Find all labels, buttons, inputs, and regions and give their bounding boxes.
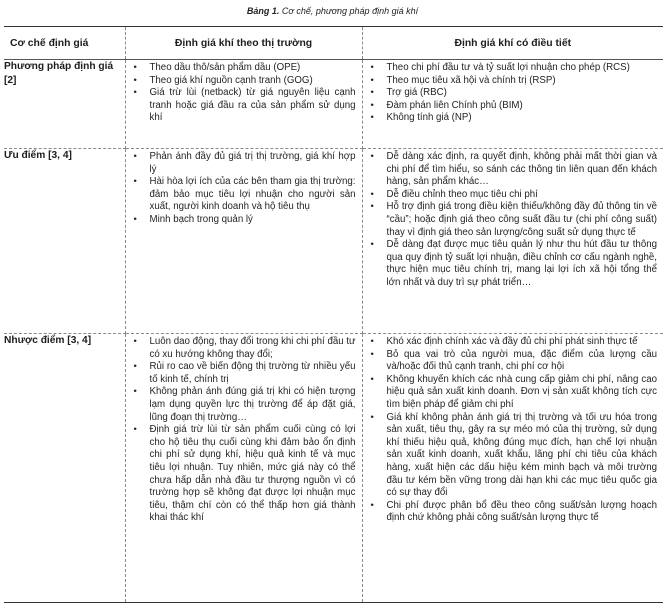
market-disadvantages-list (126, 334, 362, 527)
cell-regulated-methods (362, 60, 663, 149)
list-item: • Dễ dàng xác định, ra quyết định, không phải mất thời gian và chi phí để tìm hiểu, so sánh các thông tin liên quan đến khách hàng, sản phẩm khác… (363, 151, 658, 189)
regulated-methods-list (363, 60, 664, 127)
row-label-advantages: Ưu điểm [3, 4] (4, 149, 125, 334)
table-header-row (4, 27, 663, 60)
pricing-mechanism-table (4, 26, 663, 603)
list-item: • Không khuyến khích các nhà cung cấp giảm chi phí, nâng cao hiệu quả sản xuất kinh doanh. Đơn vị sản xuất không tích cực tìm biện pháp để giảm chi phí (363, 374, 658, 412)
row-label-methods: Phương pháp định giá [2] (4, 60, 125, 149)
list-item: • Không phản ánh đúng giá trị khi có hiện tượng lạm dụng quyền lực thị trường để áp đặt giá, lũng đoạn thị trường… (126, 386, 356, 424)
list-item: • Luôn dao động, thay đổi trong khi chi phí đầu tư có xu hướng không thay đổi; (126, 336, 356, 361)
list-item: • Hỗ trợ định giá trong điều kiện thiếu/không đầy đủ thông tin về “cầu”; hoặc định giá theo công suất đầu tư (chi phí công suất) thay vì định giá theo sản lượng/công suất sử dụng thực tế (363, 201, 658, 239)
cell-market-disadvantages (125, 334, 362, 603)
caption-number: Bảng 1. (246, 6, 280, 16)
row-label-disadvantages: Nhược điểm [3, 4] (4, 334, 125, 603)
list-item: • Theo giá khí nguồn cạnh tranh (GOG) (126, 75, 356, 88)
list-item: • Giá trừ lùi (netback) từ giá nguyên liệu cạnh tranh hoặc giá đầu ra của sản phẩm sử dụng khí (126, 87, 356, 125)
table-row-methods (4, 60, 663, 149)
list-item: • Theo dầu thô/sản phẩm dầu (OPE) (126, 62, 356, 75)
header-market-pricing: Định giá khí theo thị trường (125, 27, 362, 60)
cell-regulated-disadvantages (362, 334, 663, 603)
list-item: • Theo mục tiêu xã hội và chính trị (RSP) (363, 75, 658, 88)
list-item: • Chi phí được phân bổ đều theo công suất/sản lượng hoạch định chứ không phải công suất/sản lượng thực tế (363, 500, 658, 525)
cell-market-advantages (125, 149, 362, 334)
list-item: • Đàm phán liên Chính phủ (BIM) (363, 100, 658, 113)
regulated-disadvantages-list (363, 334, 664, 527)
list-item: • Khó xác định chính xác và đầy đủ chi phí phát sinh thực tế (363, 336, 658, 349)
table-row-advantages (4, 149, 663, 334)
list-item: • Bỏ qua vai trò của người mua, đặc điểm của lượng cầu và/hoặc đối thủ cạnh tranh, chi phí cơ hội (363, 349, 658, 374)
cell-market-methods (125, 60, 362, 149)
header-regulated-pricing: Định giá khí có điều tiết (362, 27, 663, 60)
list-item: • Trợ giá (RBC) (363, 87, 658, 100)
list-item: • Không tính giá (NP) (363, 112, 658, 125)
table-caption (0, 5, 665, 17)
list-item: • Dễ điều chỉnh theo mục tiêu chi phí (363, 189, 658, 202)
market-methods-list (126, 60, 362, 127)
list-item: • Giá khí không phản ánh giá trị thị trường và tối ưu hóa trong sản xuất, tiêu thụ, gây ra sự méo mó của thị trường, sử dụng khí thiếu hiệu quả, không đúng mục đích, hạn chế lợi nhuận sản xuất kinh doanh, xuất khẩu, lãng phí chi tiêu của khách hàng, xuất hiện các dấu hiệu kém minh bạch và môi trường đầu tư kém bền vững trong dài hạn khi các mục tiêu quốc gia có sự thay đổi (363, 412, 658, 500)
list-item: • Hài hòa lợi ích của các bên tham gia thị trường: đảm bảo mục tiêu lợi nhuận cho người sản xuất, người kinh doanh và hộ tiêu thụ (126, 176, 356, 214)
list-item: • Định giá trừ lùi từ sản phẩm cuối cùng có lợi cho hộ tiêu thụ cuối cùng khi đảm bảo ổn định chi phí sử dụng khí, hiệu quả kinh tế và mục tiêu lợi nhuận. Tuy nhiên, mức giá này có thể chưa hấp dẫn nhà đầu tư thượng nguồn vì có trường hợp sẽ không đạt được lợi nhuận mục tiêu, thậm chí còn có thể thấp hơn giá thành khai thác khí (126, 424, 356, 525)
market-advantages-list (126, 149, 362, 229)
list-item: • Dễ dàng đạt được mục tiêu quản lý như thu hút đầu tư thông qua quy định tỷ suất lợi nhuận, điều chỉnh cơ cấu ngành nghề, thực hiện mục tiêu chính trị, mang lại lợi ích xã hội tổng thể lớn nhất và duy trì sự phát triển… (363, 239, 658, 289)
list-item: • Minh bạch trong quản lý (126, 214, 356, 227)
header-mechanism: Cơ chế định giá (4, 27, 125, 60)
list-item: • Rủi ro cao về biến động thị trường từ nhiều yếu tố kinh tế, chính trị (126, 361, 356, 386)
list-item: • Phản ánh đầy đủ giá trị thị trường, giá khí hợp lý (126, 151, 356, 176)
regulated-advantages-list (363, 149, 664, 292)
cell-regulated-advantages (362, 149, 663, 334)
list-item: • Theo chi phí đầu tư và tỷ suất lợi nhuận cho phép (RCS) (363, 62, 658, 75)
caption-title: Cơ chế, phương pháp định giá khí (281, 6, 419, 16)
table-row-disadvantages (4, 334, 663, 603)
